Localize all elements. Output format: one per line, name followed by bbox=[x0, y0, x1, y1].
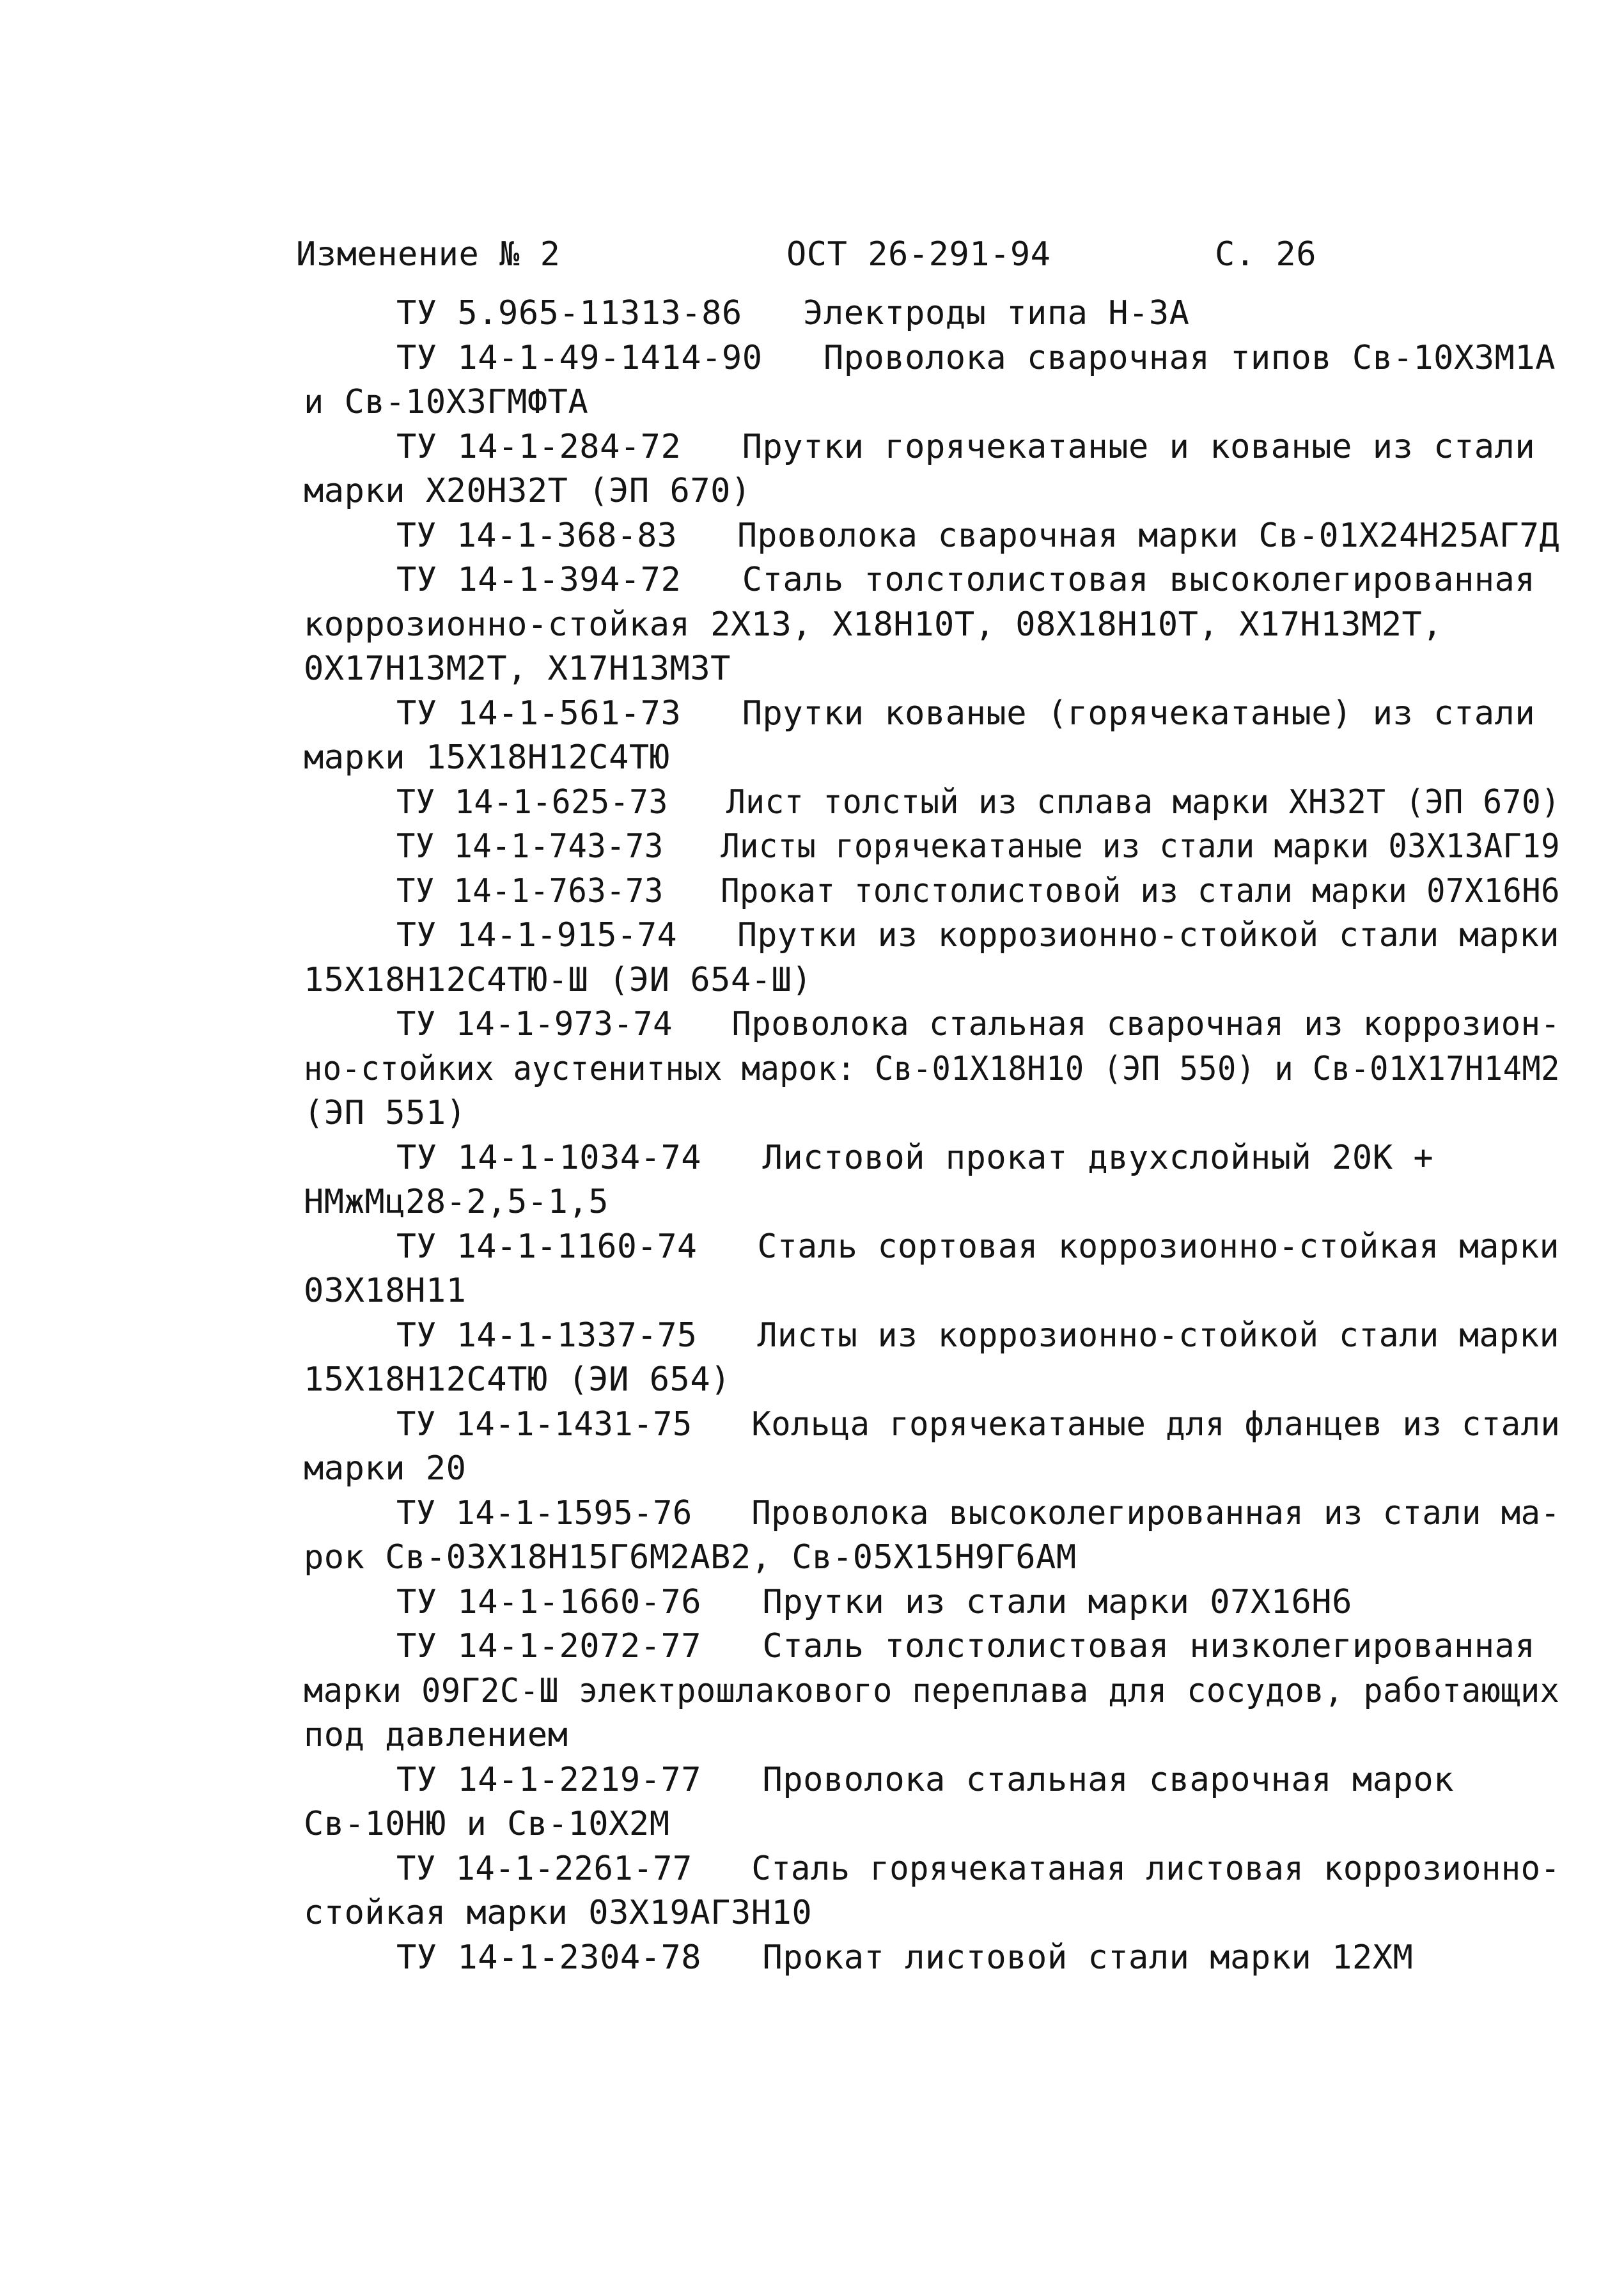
entry-continuation-line: марки 20 bbox=[304, 1449, 467, 1488]
entry-first-line: ТУ 14-1-973-74 Проволока стальная сварочная из коррозион- bbox=[396, 1005, 1561, 1043]
entry-continuation-line: коррозионно-стойкая 2Х13, Х18Н10Т, 08Х18Н10Т, Х17Н13М2Т, bbox=[304, 605, 1443, 644]
entry-continuation-line: стойкая марки 03Х19АГ3Н10 bbox=[304, 1894, 813, 1932]
entry-first-line: ТУ 14-1-2304-78 Прокат листовой стали марки 12ХМ bbox=[396, 1938, 1414, 1977]
entry-first-line: ТУ 14-1-561-73 Прутки кованые (горячекатаные) из стали bbox=[396, 694, 1536, 733]
entry-continuation-line: рок Св-03Х18Н15Г6М2АВ2, Св-05Х15Н9Г6АМ bbox=[304, 1538, 1077, 1577]
entry-continuation-line: но-стойких аустенитных марок: Св-01Х18Н10 (ЭП 550) и Св-01Х17Н14М2 bbox=[304, 1050, 1560, 1088]
entry-first-line: ТУ 14-1-284-72 Прутки горячекатаные и кованые из стали bbox=[396, 428, 1536, 466]
entry-continuation-line: 0Х17Н13М2Т, Х17Н13М3Т bbox=[304, 650, 731, 688]
header-standard: ОСТ 26-291-94 bbox=[786, 235, 1051, 274]
entry-first-line: ТУ 14-1-1595-76 Проволока высоколегированная из стали ма- bbox=[396, 1494, 1561, 1532]
entry-continuation-line: НМжМц28-2,5-1,5 bbox=[304, 1183, 609, 1221]
entry-continuation-line: под давлением bbox=[304, 1716, 568, 1754]
entry-first-line: ТУ 14-1-394-72 Сталь толстолистовая высоколегированная bbox=[396, 561, 1536, 599]
entry-first-line: ТУ 14-1-2219-77 Проволока стальная сварочная марок bbox=[396, 1761, 1454, 1799]
entry-continuation-line: и Св-10Х3ГМФТА bbox=[304, 383, 589, 421]
entry-continuation-line: 03Х18Н11 bbox=[304, 1272, 467, 1310]
entry-first-line: ТУ 14-1-743-73 Листы горячекатаные из стали марки 03Х13АГ19 bbox=[396, 827, 1560, 866]
entry-continuation-line: 15Х18Н12С4ТЮ-Ш (ЭИ 654-Ш) bbox=[304, 961, 813, 999]
entry-continuation-line: (ЭП 551) bbox=[304, 1094, 467, 1132]
entry-first-line: ТУ 14-1-2072-77 Сталь толстолистовая низколегированная bbox=[396, 1627, 1536, 1665]
entry-continuation-line: марки 09Г2С-Ш электрошлакового переплава для сосудов, работающих bbox=[304, 1672, 1560, 1710]
entry-first-line: ТУ 14-1-368-83 Проволока сварочная марки Св-01Х24Н25АГ7Д bbox=[396, 517, 1559, 555]
entry-continuation-line: 15Х18Н12С4ТЮ (ЭИ 654) bbox=[304, 1361, 731, 1399]
entry-continuation-line: марки 15Х18Н12С4ТЮ bbox=[304, 738, 670, 777]
entry-first-line: ТУ 14-1-1431-75 Кольца горячекатаные для фланцев из стали bbox=[396, 1405, 1561, 1444]
header-change: Изменение № 2 bbox=[296, 235, 561, 274]
entry-first-line: ТУ 14-1-763-73 Прокат толстолистовой из стали марки 07Х16Н6 bbox=[396, 872, 1560, 910]
entry-first-line: ТУ 14-1-49-1414-90 Проволока сварочная типов Св-10Х3М1А bbox=[396, 339, 1556, 377]
entry-first-line: ТУ 14-1-1160-74 Сталь сортовая коррозионно-стойкая марки bbox=[396, 1228, 1559, 1266]
header-page-number: С. 26 bbox=[1215, 235, 1317, 274]
entry-first-line: ТУ 14-1-1660-76 Прутки из стали марки 07Х16Н6 bbox=[396, 1583, 1352, 1621]
entry-first-line: ТУ 5.965-11313-86 Электроды типа Н-3А bbox=[396, 294, 1190, 332]
entry-continuation-line: марки Х20Н32Т (ЭП 670) bbox=[304, 472, 751, 510]
entry-first-line: ТУ 14-1-915-74 Прутки из коррозионно-стойкой стали марки bbox=[396, 916, 1559, 955]
entry-continuation-line: Св-10НЮ и Св-10Х2М bbox=[304, 1805, 670, 1843]
entry-first-line: ТУ 14-1-2261-77 Сталь горячекатаная листовая коррозионно- bbox=[396, 1850, 1561, 1888]
entry-first-line: ТУ 14-1-625-73 Лист толстый из сплава марки ХН32Т (ЭП 670) bbox=[396, 783, 1561, 822]
entry-first-line: ТУ 14-1-1337-75 Листы из коррозионно-стойкой стали марки bbox=[396, 1316, 1559, 1355]
entry-first-line: ТУ 14-1-1034-74 Листовой прокат двухслойный 20К + bbox=[396, 1139, 1434, 1177]
